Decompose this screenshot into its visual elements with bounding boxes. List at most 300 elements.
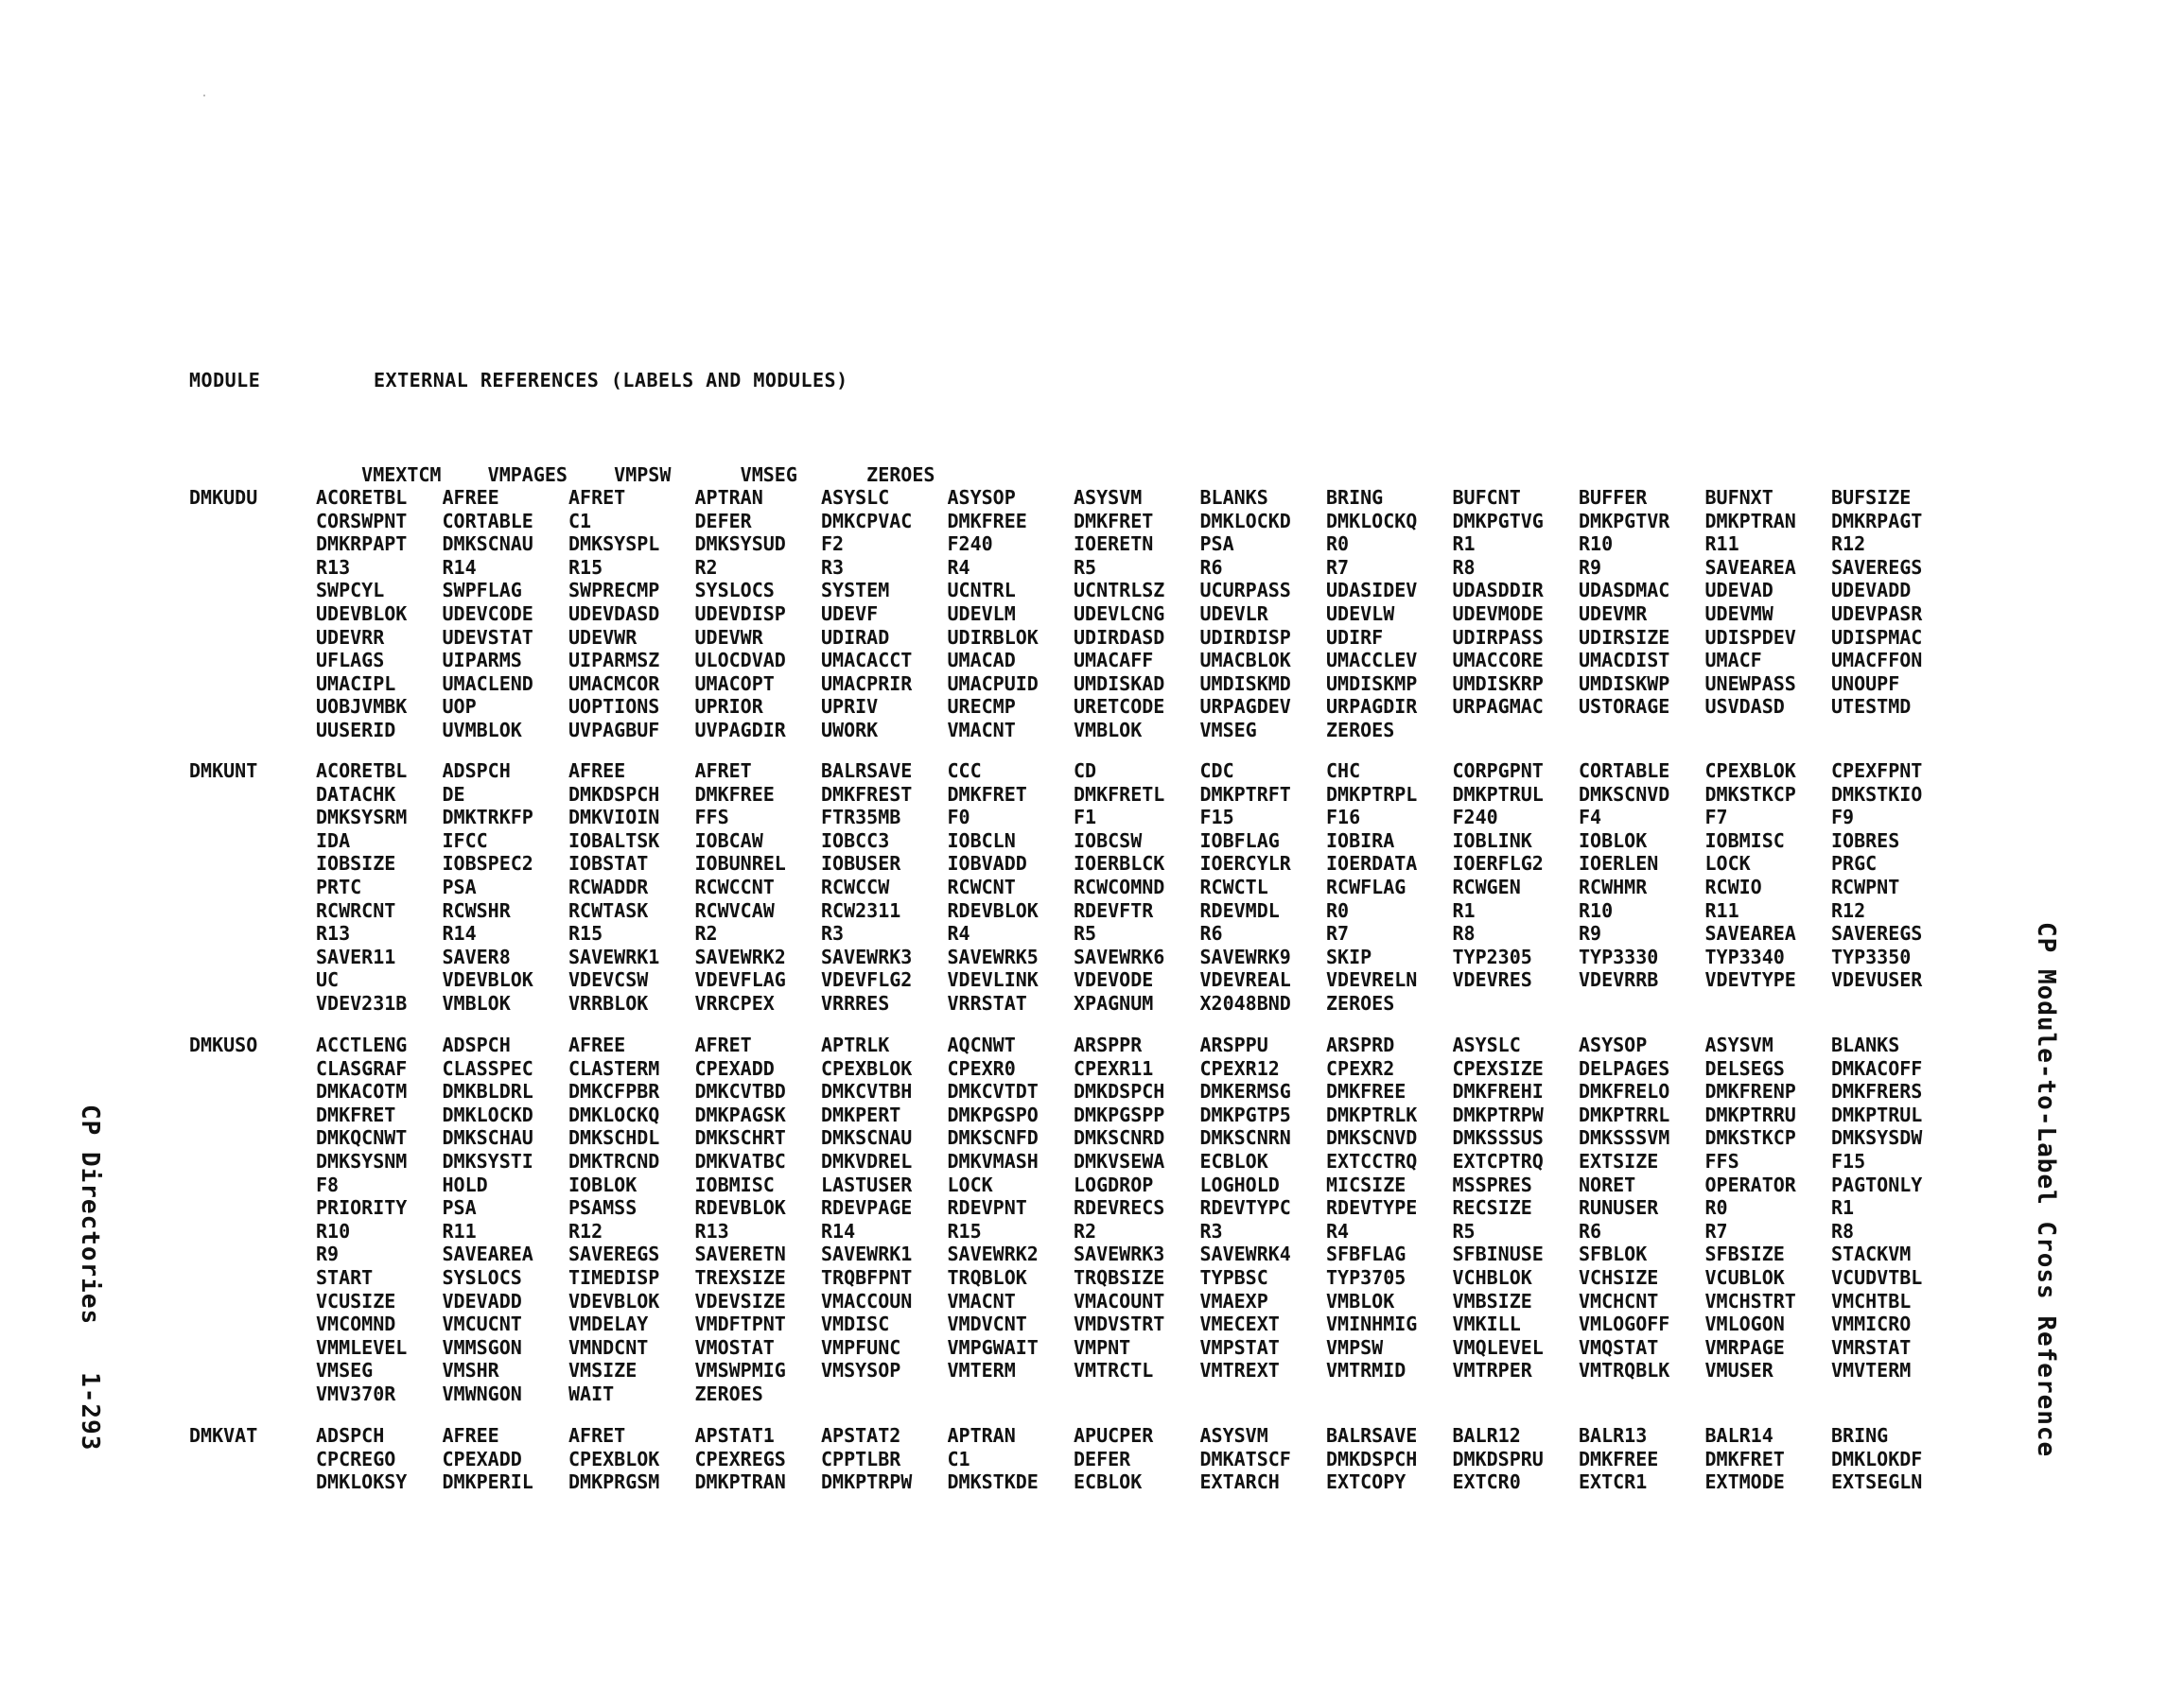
ref-label: URPAGDIR [1326,695,1418,719]
reference-row [316,1080,1958,1104]
ref-label: R9 [316,1243,340,1266]
ref-label: DMKPERIL [442,1470,533,1494]
ref-label: UMACPRIR [821,671,913,695]
ref-label: VDEVTYPE [1704,968,1796,992]
ref-label: UMACMCOR [568,671,660,695]
ref-label: UMACCLEV [1326,649,1418,672]
reference-row [316,1104,1958,1127]
ref-label: VMRSTAT [1831,1335,1912,1359]
reference-row [316,1470,1958,1494]
ref-label: AQCNWT [947,1034,1016,1056]
ref-label: R6 [1579,1219,1602,1243]
ref-label: CPEXREGS [694,1447,786,1470]
reference-row [316,719,1958,742]
ref-label: RCWFLAG [1326,875,1406,898]
ref-label: IOBVADD [947,852,1027,876]
ref-label: DMKDSPCH [568,782,660,806]
ref-label: R7 [1704,1219,1728,1243]
reference-list [316,759,1958,1016]
reference-row [316,876,1958,899]
ref-label: PSA [442,875,477,898]
ref-label: RCWRCNT [316,898,396,922]
ref-label: UDEVMODE [1452,601,1544,625]
ref-label: RCW2311 [821,898,901,922]
ref-label: DMKTRKFP [442,806,533,829]
ref-label: DMKPTRUL [1831,1103,1923,1126]
ref-label: DMKLOCKQ [568,1103,660,1126]
ref-label: VDEVFLG2 [821,968,913,992]
ref-label: DMKPTRAN [1704,509,1796,532]
reference-row [316,626,1958,650]
ref-label: IOBMISC [1704,828,1785,852]
reference-row [316,806,1958,829]
ref-label: VMTERM [947,1359,1016,1383]
ref-label: UVPAGBUF [568,718,660,741]
ref-label: UDEVF [821,601,879,625]
ref-label: APSTAT2 [821,1424,901,1447]
ref-label: WAIT [568,1382,615,1405]
ref-label: LOCK [1704,852,1751,876]
ref-label: SAVEREGS [1831,922,1923,946]
ref-label: PRTC [316,875,362,898]
ref-label: DMKSSSVM [1579,1126,1670,1150]
reference-row [316,829,1958,853]
ref-label: IOBUSER [821,852,901,876]
ref-label: CPEXFPNT [1831,759,1923,782]
ref-label: R6 [1199,555,1223,579]
ref-label: SAVEWRK4 [1199,1243,1291,1266]
ref-label: VMQLEVEL [1452,1335,1544,1359]
ref-label: ASYSVM [1199,1424,1268,1447]
ref-label: DMKERMSG [1199,1080,1291,1104]
ref-label: DMKSTKCP [1704,782,1796,806]
external-references-header: EXTERNAL REFERENCES (LABELS AND MODULES) [374,369,848,391]
ref-label: R14 [442,922,477,946]
ref-label: UMACCORE [1452,649,1544,672]
ref-label: DMKFRET [1074,509,1154,532]
ref-label: SAVEWRK1 [568,945,660,968]
ref-label: VDEVBLOK [442,968,533,992]
ref-label: CPCREGO [316,1447,396,1470]
ref-label: DMKPRGSM [568,1470,660,1494]
ref-label: EXTCOPY [1326,1470,1406,1494]
ref-label: F8 [316,1173,340,1196]
ref-label: R13 [316,555,351,579]
ref-label: VDEVRRB [1579,968,1659,992]
ref-label: R10 [1579,532,1614,556]
ref-label: LASTUSER [821,1173,913,1196]
ref-label: DMKSYSNM [316,1149,408,1173]
ref-label: UMACDIST [1579,649,1670,672]
ref-label: DMKDSPRU [1452,1447,1544,1470]
ref-label: VDEVRELN [1326,968,1418,992]
ref-label: CLASSPEC [442,1056,533,1080]
ref-label: VMCHCNT [1579,1289,1659,1313]
ref-label: SAVEWRK2 [947,1243,1039,1266]
ref-label: R14 [442,555,477,579]
ref-label: APUCPER [1074,1424,1154,1447]
ref-label: DMKPTRRU [1704,1103,1796,1126]
ref-label: VCUBLOK [1704,1265,1785,1289]
ref-label: DMKSYSTI [442,1149,533,1173]
ref-label: CPEXR11 [1074,1056,1154,1080]
ref-label: EXTCR0 [1452,1470,1521,1494]
ref-label: VCHBLOK [1452,1265,1532,1289]
ref-label: VMACNT [947,1289,1016,1313]
ref-label: R15 [568,922,603,946]
ref-label: TYPBSC [1199,1265,1268,1289]
ref-label: R10 [1579,898,1614,922]
ref-label: UDEVLR [1199,601,1268,625]
ref-label: DMKSCNRN [1199,1126,1291,1150]
ref-label: DMKTRCND [568,1149,660,1173]
ref-label: R4 [947,555,970,579]
ref-label: ADSPCH [316,1424,385,1447]
ref-label: DMKSCNFD [947,1126,1039,1150]
ref-label: BRING [1326,486,1384,509]
ref-label: F4 [1579,806,1602,829]
ref-label: VMQSTAT [1579,1335,1659,1359]
ref-label: R13 [694,1219,729,1243]
ref-label: CLASGRAF [316,1056,408,1080]
ref-label: DMKVATBC [694,1149,786,1173]
ref-label: IOBLOK [568,1173,638,1196]
ref-label: DMKPTRAN [694,1470,786,1494]
ref-label: ASYSLC [1452,1034,1521,1056]
ref-label: DMKPTRPL [1326,782,1418,806]
ref-label: F240 [1452,806,1498,829]
ref-label: SAVER11 [316,945,396,968]
ref-label: BALR13 [1579,1424,1648,1447]
reference-row [316,1336,1958,1360]
ref-label: UDEVAD [1704,579,1773,602]
ref-label: RCWCOMND [1074,875,1165,898]
ref-label: DMKPAGSK [694,1103,786,1126]
ref-label: VMDVSTRT [1074,1313,1165,1336]
ref-label: DMKFREE [1326,1080,1406,1104]
ref-label: UNEWPASS [1704,671,1796,695]
ref-label: SAVEAREA [1704,555,1796,579]
ref-label: SAVEWRK6 [1074,945,1165,968]
ref-label: F16 [1326,806,1361,829]
ref-label: F15 [1831,1149,1866,1173]
ref-label: AFREE [442,1424,499,1447]
ref-label: VRRCPEX [694,991,775,1015]
ref-label: MICSIZE [1326,1173,1406,1196]
ref-label: IOBLOK [1579,828,1648,852]
ref-label: VMPAGES [487,463,568,486]
ref-label: IOBIRA [1326,828,1395,852]
ref-label: UDIRSIZE [1579,625,1670,649]
module-name: DMKUDU [189,486,258,509]
module-name: DMKUSO [189,1034,258,1056]
ref-label: MSSPRES [1452,1173,1532,1196]
ref-label: APSTAT1 [694,1424,775,1447]
ref-label: VMPNT [1074,1335,1131,1359]
ref-label: CORPGPNT [1452,759,1544,782]
ref-label: HOLD [442,1173,488,1196]
reference-row [316,1383,1958,1406]
ref-label: VMWNGON [442,1382,522,1405]
ref-label: TRQBLOK [947,1265,1027,1289]
ref-label: R12 [1831,898,1866,922]
ref-label: VMAEXP [1199,1289,1268,1313]
ref-label: URPAGMAC [1452,695,1544,719]
reference-row [316,695,1958,719]
ref-label: VMPFUNC [821,1335,901,1359]
ref-label: ARSPPR [1074,1034,1143,1056]
ref-label: R8 [1831,1219,1855,1243]
ref-label: SWPFLAG [442,579,522,602]
ref-label: VCUSIZE [316,1289,396,1313]
reference-list [316,486,1958,742]
ref-label: IOBRES [1831,828,1900,852]
ref-label: R7 [1326,555,1350,579]
ref-label: CORSWPNT [316,509,408,532]
ref-label: VRRBLOK [568,991,649,1015]
ref-label: IOERCYLR [1199,852,1291,876]
ref-label: VDEV231B [316,991,408,1015]
reference-row [316,649,1958,672]
ref-label: DMKPGSPO [947,1103,1039,1126]
ref-label: UMACF [1704,649,1762,672]
ref-label: DMKPTRFT [1199,782,1291,806]
ref-label: UDEVDASD [568,601,660,625]
ref-label: F9 [1831,806,1855,829]
ref-label: DMKSSSUS [1452,1126,1544,1150]
ref-label: DATACHK [316,782,396,806]
ref-label: R0 [1326,532,1350,556]
ref-label: CPEXBLOK [568,1447,660,1470]
ref-label: EXTCPTRQ [1452,1149,1544,1173]
ref-label: UFLAGS [316,649,385,672]
ref-label: R9 [1579,555,1602,579]
ref-label: PAGTONLY [1831,1173,1923,1196]
ref-label: DELPAGES [1579,1056,1670,1080]
ref-label: VMLOGOFF [1579,1313,1670,1336]
ref-label: CPEXBLOK [821,1056,913,1080]
ref-label: R14 [821,1219,856,1243]
ref-label: BALRSAVE [821,759,913,782]
reference-row [316,968,1958,992]
ref-label: R6 [1199,922,1223,946]
ref-label: UDEVMW [1704,601,1773,625]
ref-label: VMDVCNT [947,1313,1027,1336]
ref-label: R2 [1074,1219,1097,1243]
ref-label: UIPARMS [442,649,522,672]
ref-label: VMNDCNT [568,1335,649,1359]
ref-label: PRGC [1831,852,1878,876]
ref-label: DMKSTKIO [1831,782,1923,806]
ref-label: ECBLOK [1199,1149,1268,1173]
ref-label: UDEVLCNG [1074,601,1165,625]
running-footer-left [76,1104,114,1521]
ref-label: ASYSVM [1704,1034,1773,1056]
ref-label: UCNTRLSZ [1074,579,1165,602]
module-name: DMKVAT [189,1424,258,1447]
ref-label: BUFFER [1579,486,1648,509]
ref-label: UIPARMSZ [568,649,660,672]
ref-label: UPRIV [821,695,879,719]
ref-label: UMACACCT [821,649,913,672]
ref-label: DMKATSCF [1199,1447,1291,1470]
ref-label: X2048BND [1199,991,1291,1015]
ref-label: DMKSYSDW [1831,1126,1923,1150]
ref-label: UDIRDISP [1199,625,1291,649]
ref-label: FFS [1704,1149,1739,1173]
ref-label: DMKSCHAU [442,1126,533,1150]
ref-label: SFBINUSE [1452,1243,1544,1266]
ref-label: R0 [1704,1196,1728,1220]
ref-label: DMKFRENP [1704,1080,1796,1104]
ref-label: EXTMODE [1704,1470,1785,1494]
ref-label: SFBLOK [1579,1243,1648,1266]
ref-label: R10 [316,1219,351,1243]
ref-label: IOBMISC [694,1173,775,1196]
ref-label: DMKSYSUD [694,532,786,556]
reference-row [316,922,1958,946]
ref-label: NORET [1579,1173,1636,1196]
ref-label: VMMICRO [1831,1313,1912,1336]
ref-label: LOGHOLD [1199,1173,1280,1196]
ref-label: VMCHSTRT [1704,1289,1796,1313]
ref-label: SAVEAREA [1704,922,1796,946]
reference-row [316,672,1958,696]
ref-label: RDEVPNT [947,1196,1027,1220]
ref-label: DMKCVTDT [947,1080,1039,1104]
ref-label: VMPSTAT [1199,1335,1280,1359]
ref-label: R11 [1704,532,1739,556]
ref-label: VMTRPER [1452,1359,1532,1383]
ref-label: R15 [568,555,603,579]
ref-label: VMACNT [947,718,1016,741]
ref-label: UDEVSTAT [442,625,533,649]
ref-label: CPEXR12 [1199,1056,1280,1080]
ref-label: VMVTERM [1831,1359,1912,1383]
ref-label: C1 [568,509,592,532]
reference-row [316,899,1958,923]
ref-label: ZEROES [694,1382,763,1405]
ref-label: TYP3705 [1326,1265,1406,1289]
ref-label: R5 [1074,555,1097,579]
ref-label: VMSWPMIG [694,1359,786,1383]
ref-label: RCWTASK [568,898,649,922]
ref-label: R8 [1452,555,1476,579]
ref-label: DMKSYSRM [316,806,408,829]
ref-label: FFS [694,806,729,829]
ref-label: BALR14 [1704,1424,1773,1447]
ref-label: UMACBLOK [1199,649,1291,672]
ref-label: DMKLOKDF [1831,1447,1923,1470]
ref-label: F15 [1199,806,1234,829]
ref-label: VMTREXT [1199,1359,1280,1383]
ref-label: START [316,1265,374,1289]
ref-label: SAVEWRK3 [821,945,913,968]
ref-label: IOBCC3 [821,828,890,852]
ref-label: F2 [821,532,845,556]
ref-label: R4 [1326,1219,1350,1243]
ref-label: IOBUNREL [694,852,786,876]
ref-label: VMTRQBLK [1579,1359,1670,1383]
ref-label: VMTRCTL [1074,1359,1154,1383]
reference-row [316,1424,1958,1448]
ref-label: R5 [1452,1219,1476,1243]
ref-label: STACKVM [1831,1243,1912,1266]
ref-label: CPPTLBR [821,1447,901,1470]
ref-label: VDEVODE [1074,968,1154,992]
ref-label: RCWCNT [947,875,1016,898]
ref-label: DMKACOFF [1831,1056,1923,1080]
ref-label: DMKVDREL [821,1149,913,1173]
ref-label: IOERFLG2 [1452,852,1544,876]
reference-row [316,579,1958,602]
ref-label: EXTSEGLN [1831,1470,1923,1494]
ref-label: UDISPDEV [1704,625,1796,649]
reference-row [316,532,1958,556]
ref-label: APTRAN [947,1424,1016,1447]
running-footer-text: CP Directories 1-293 [76,1104,104,1452]
ref-label: R0 [1326,898,1350,922]
ref-label: ZEROES [1326,991,1395,1015]
ref-label: AFRET [568,1424,626,1447]
ref-label: F240 [947,532,993,556]
ref-label: DMKPGTVR [1579,509,1670,532]
ref-label: SYSLOCS [442,1265,522,1289]
ref-label: SFBSIZE [1704,1243,1785,1266]
ref-label: UMACLEND [442,671,533,695]
ref-label: VMMLEVEL [316,1335,408,1359]
ref-label: F7 [1704,806,1728,829]
ref-label: RCWHMR [1579,875,1648,898]
ref-label: TIMEDISP [568,1265,660,1289]
ref-label: UUSERID [316,718,396,741]
ref-label: TREXSIZE [694,1265,786,1289]
ref-label: VCHSIZE [1579,1265,1659,1289]
ref-label: VMCOMND [316,1313,396,1336]
ref-label: ZEROES [866,463,935,486]
ref-label: VMOSTAT [694,1335,775,1359]
ref-label: TYP2305 [1452,945,1532,968]
ref-label: DMKFREE [694,782,775,806]
ref-label: BLANKS [1199,486,1268,509]
ref-label: UDIRPASS [1452,625,1544,649]
ref-label: RCWCCW [821,875,890,898]
ref-label: RDEVBLOK [947,898,1039,922]
ref-label: UVMBLOK [442,718,522,741]
ref-label: DMKFREE [1579,1447,1659,1470]
reference-row [316,1057,1958,1081]
ref-label: CPEXR0 [947,1056,1016,1080]
ref-label: IOBSIZE [316,852,396,876]
ref-label: FTR35MB [821,806,901,829]
ref-label: DMKRPAGT [1831,509,1923,532]
reference-row [316,1220,1958,1244]
ref-label: UDIRBLOK [947,625,1039,649]
ref-label: VMBLOK [442,991,511,1015]
ref-label: UOBJVMBK [316,695,408,719]
ref-label: DMKPTRLK [1326,1103,1418,1126]
ref-label: R15 [947,1219,982,1243]
ref-label: DMKVMASH [947,1149,1039,1173]
ref-label: RCWSHR [442,898,511,922]
ref-label: DMKPTRUL [1452,782,1544,806]
ref-label: DMKDSPCH [1326,1447,1418,1470]
ref-label: DMKRPAPT [316,532,408,556]
ref-label: CPEXR2 [1326,1056,1395,1080]
ref-label: DMKLOCKD [442,1103,533,1126]
ref-label: AFRET [568,486,626,509]
reference-row [316,946,1958,969]
